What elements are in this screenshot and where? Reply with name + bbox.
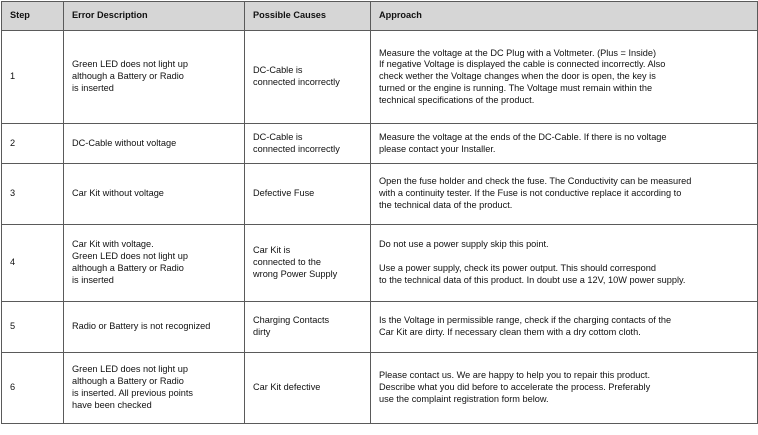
header-approach: Approach <box>371 2 758 31</box>
error-description <box>64 225 245 302</box>
text-line: with a continuity tester. If the Fuse is not conductive replace it according to <box>379 188 682 199</box>
text-line: Describe what you did before to accelerate the process. Preferably <box>379 382 651 393</box>
text-line: Defective Fuse <box>253 188 315 199</box>
possible-causes <box>245 353 371 424</box>
header-possible-causes: Possible Causes <box>245 2 371 31</box>
text-line: Car Kit without voltage <box>72 188 164 199</box>
text-line: Use a power supply, check its power output. This should correspond <box>379 263 656 273</box>
possible-causes <box>245 302 371 353</box>
text-line: connected incorrectly <box>253 143 340 154</box>
text-line: If negative Voltage is displayed the cable is connected incorrectly. Also <box>379 59 666 70</box>
approach <box>371 31 758 124</box>
error-description <box>64 31 245 124</box>
text-line: Green LED does not light up <box>72 59 188 70</box>
table-row <box>2 164 758 225</box>
header-error-description: Error Description <box>64 2 245 31</box>
text-line: Car Kit with voltage. <box>72 239 154 250</box>
text-line: Open the fuse holder and check the fuse. The Conductivity can be measured <box>379 176 692 187</box>
text-line: use the complaint registration form below. <box>379 393 549 404</box>
text-line: DC-Cable is <box>253 131 303 142</box>
text-line: Measure the voltage at the DC Plug with a Voltmeter. (Plus = Inside) <box>379 47 657 58</box>
step-number: 6 <box>2 353 64 424</box>
error-description <box>64 164 245 225</box>
text-line: connected to the <box>253 257 321 268</box>
text-line: wrong Power Supply <box>253 268 338 279</box>
step-number: 3 <box>2 164 64 225</box>
text-line: connected incorrectly <box>253 77 340 87</box>
text-line: DC-Cable without voltage <box>72 137 177 148</box>
text-line: Car Kit defective <box>253 382 321 393</box>
approach <box>371 225 758 302</box>
text-line: Green LED does not light up <box>72 251 188 262</box>
text-line: is inserted <box>72 82 114 93</box>
error-description <box>64 124 245 164</box>
table-row <box>2 353 758 424</box>
troubleshooting-table-container <box>1 1 757 433</box>
step-number: 2 <box>2 124 64 164</box>
text-line: dirty <box>253 327 271 337</box>
step-number: 4 <box>2 225 64 302</box>
text-line: check wether the Voltage changes when the door is open, the key is <box>379 71 656 82</box>
approach <box>371 302 758 353</box>
text-line: is inserted <box>72 274 114 285</box>
error-description <box>64 353 245 424</box>
text-line: Charging Contacts <box>253 315 330 326</box>
text-line: please contact your Installer. <box>379 143 496 154</box>
table-row <box>2 31 758 124</box>
text-line: Car Kit are dirty. If necessary clean them with a dry cottom cloth. <box>379 327 641 337</box>
text-line: Please contact us. We are happy to help you to repair this product. <box>379 370 651 381</box>
text-line: Is the Voltage in permissible range, check if the charging contacts of the <box>379 315 672 326</box>
text-line: turned or the engine is running. The Voltage must remain within the <box>379 82 653 93</box>
text-line: Car Kit is <box>253 245 291 256</box>
text-line: the technical data of the product. <box>379 199 513 210</box>
error-description <box>64 302 245 353</box>
troubleshooting-table <box>1 1 758 424</box>
text-line: although a Battery or Radio <box>72 263 184 273</box>
step-number: 1 <box>2 31 64 124</box>
possible-causes <box>245 225 371 302</box>
approach <box>371 164 758 225</box>
text-line: to the technical data of this product. In doubt use a 12V, 10W power supply. <box>379 274 686 285</box>
text-line: Do not use a power supply skip this point. <box>379 239 549 250</box>
text-line: although a Battery or Radio <box>72 376 184 387</box>
possible-causes <box>245 124 371 164</box>
text-line: Measure the voltage at the ends of the DC-Cable. If there is no voltage <box>379 131 667 142</box>
possible-causes <box>245 31 371 124</box>
text-line: is inserted. All previous points <box>72 388 194 398</box>
table-row <box>2 225 758 302</box>
table-row <box>2 124 758 164</box>
header-step: Step <box>2 2 64 31</box>
text-line: Green LED does not light up <box>72 364 188 375</box>
possible-causes <box>245 164 371 225</box>
approach <box>371 124 758 164</box>
text-line: technical specifications of the product. <box>379 94 535 105</box>
paragraph-gap <box>379 251 749 263</box>
text-line: Radio or Battery is not recognized <box>72 321 211 332</box>
approach <box>371 353 758 424</box>
text-line: although a Battery or Radio <box>72 71 184 82</box>
table-row <box>2 302 758 353</box>
text-line: have been checked <box>72 399 152 410</box>
text-line: DC-Cable is <box>253 65 303 76</box>
step-number: 5 <box>2 302 64 353</box>
table-header-row <box>2 2 758 31</box>
